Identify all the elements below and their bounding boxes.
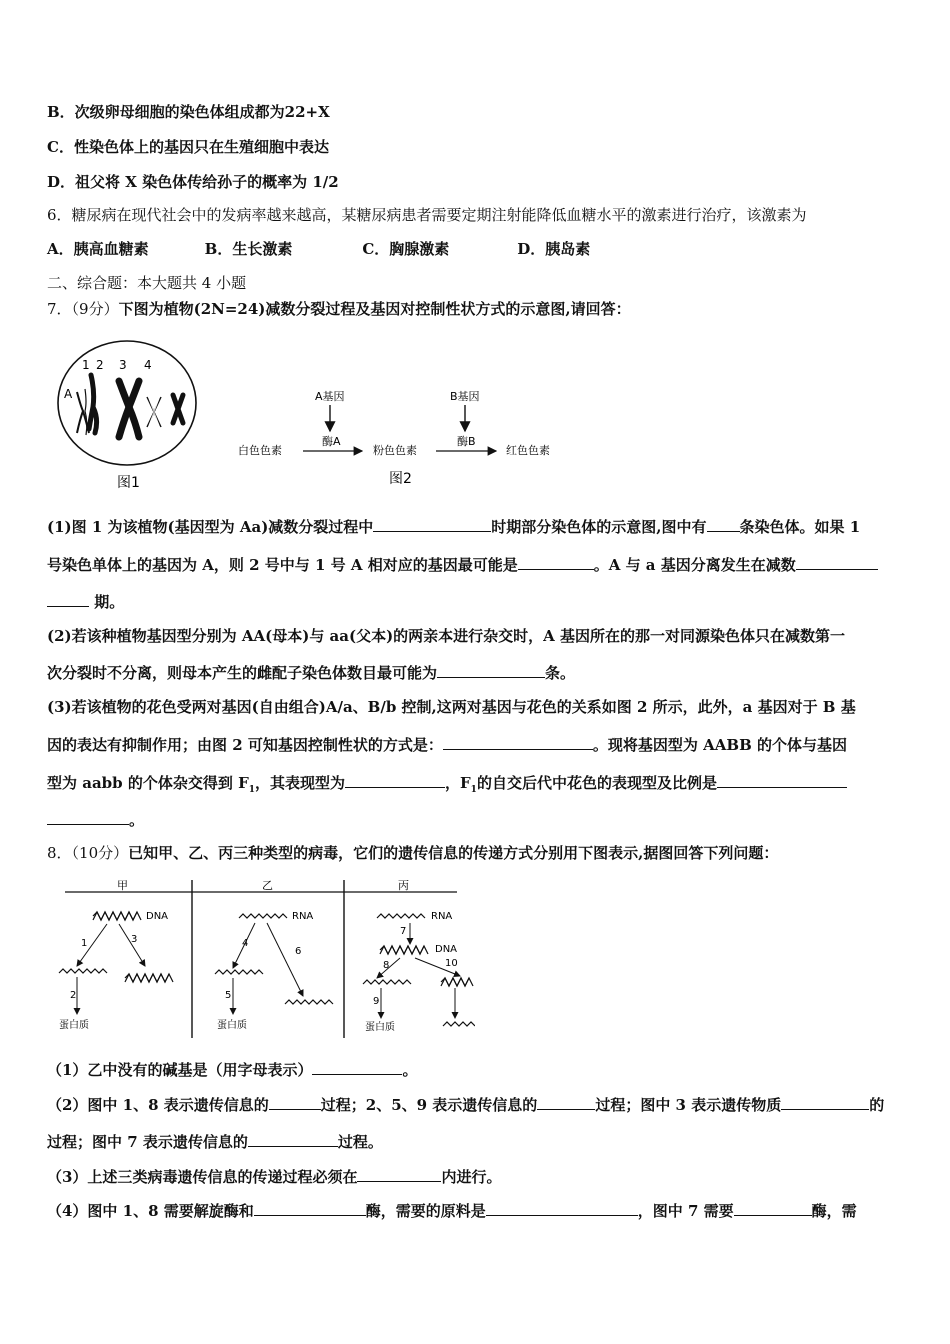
q7-part3-line4 bbox=[47, 809, 144, 830]
q7-p1-text-a: (1)图 1 为该植物(基因型为 Aa)减数分裂过程中 bbox=[47, 518, 374, 536]
q8-s2-text-d: 的 bbox=[869, 1096, 885, 1114]
q7-stem-text: 下图为植物(2N=24)减数分裂过程及基因对控制性状方式的示意图,请回答： bbox=[118, 300, 631, 318]
blank-4[interactable] bbox=[796, 554, 878, 570]
section-title: 二、综合题：本大题共 4 小题 bbox=[47, 274, 247, 292]
blank-9[interactable] bbox=[312, 1059, 402, 1075]
blank-13[interactable] bbox=[248, 1131, 338, 1147]
q7-p1-text-b: 时期部分染色体的示意图,图中有 bbox=[491, 518, 707, 536]
jia-dna-strand-2 bbox=[93, 912, 137, 920]
fig2-enzyme-b: 酶B bbox=[457, 435, 476, 448]
yi-rna-strand bbox=[239, 914, 287, 918]
yi-protein: 蛋白质 bbox=[217, 1020, 247, 1031]
bing-num-8: 8 bbox=[383, 960, 390, 971]
q8-s4-text-d: 酶，需 bbox=[811, 1202, 857, 1220]
q7-p3-text-e: ，其表现型为 bbox=[255, 774, 346, 792]
q8-stem bbox=[47, 843, 778, 863]
q8-part1 bbox=[47, 1059, 417, 1080]
blank-12[interactable] bbox=[781, 1094, 869, 1110]
q7-part1-line1 bbox=[47, 516, 860, 537]
q7-p2-text-c: 条。 bbox=[545, 664, 576, 682]
col-jia: 甲 bbox=[117, 879, 128, 892]
blank-7[interactable] bbox=[345, 772, 445, 788]
q7-number: 7．（9分） bbox=[47, 300, 119, 318]
q8-s3-text-a: （3）上述三类病毒遗传信息的传递过程必须在 bbox=[47, 1168, 358, 1186]
q7-part2-line2 bbox=[47, 662, 575, 683]
q7-p1-text-d: 号染色单体上的基因为 A，则 2 号中与 1 号 A 相对应的基因最可能是 bbox=[47, 556, 518, 574]
fig2-gene-a: A基因 bbox=[315, 390, 345, 403]
q8-s3-text-b: 内进行。 bbox=[441, 1168, 502, 1186]
q7-p3-text-d: 型为 aabb 的个体杂交得到 F bbox=[47, 774, 249, 792]
q8-part2-line1 bbox=[47, 1094, 884, 1115]
q7-p1-text-f: 期。 bbox=[89, 593, 125, 611]
bing-protein: 蛋白质 bbox=[365, 1022, 395, 1033]
q7-p1-text-e: 。A 与 a 基因分离发生在减数 bbox=[593, 556, 796, 574]
q8-s4-text-b: 酶，需要的原料是 bbox=[365, 1202, 486, 1220]
yi-arrow-6 bbox=[267, 923, 303, 996]
q6-option-b: B．生长激素 bbox=[204, 240, 293, 258]
blank-8-cont[interactable] bbox=[47, 809, 129, 825]
blank-16[interactable] bbox=[486, 1200, 638, 1216]
chromosome-pair-4 bbox=[147, 395, 183, 427]
q8-s4-text-c: ，图中 7 需要 bbox=[637, 1202, 734, 1220]
q8-s4-text-a: （4）图中 1、8 需要解旋酶和 bbox=[47, 1202, 254, 1220]
q6-options bbox=[47, 239, 638, 259]
jia-num-1: 1 bbox=[81, 938, 88, 949]
q7-stem bbox=[47, 299, 631, 319]
q8-s1-text-b: 。 bbox=[402, 1061, 418, 1079]
bing-num-10: 10 bbox=[445, 958, 458, 969]
blank-17[interactable] bbox=[734, 1200, 812, 1216]
fig1-num-2: 2 bbox=[96, 358, 104, 372]
col-bing: 丙 bbox=[398, 879, 409, 892]
fig1-label-a: A bbox=[64, 387, 73, 401]
q7-p3-text-b: 因的表达有抑制作用；由图 2 可知基因控制性状的方式是： bbox=[47, 736, 443, 754]
q8-s1-text-a: （1）乙中没有的碱基是（用字母表示） bbox=[47, 1061, 313, 1079]
jia-dna-label: DNA bbox=[146, 911, 169, 922]
q7-part1-line3 bbox=[47, 591, 124, 612]
q7-p1-text-c: 条染色体。如果 1 bbox=[739, 518, 861, 536]
bing-rna-strand bbox=[377, 914, 425, 918]
q8-s2-text-b: 过程；2、5、9 表示遗传信息的 bbox=[320, 1096, 538, 1114]
q6-option-d: D．胰岛素 bbox=[517, 240, 591, 258]
q5-option-b: B．次级卵母细胞的染色体组成都为22+X bbox=[47, 103, 330, 121]
fig1-num-1: 1 bbox=[82, 358, 90, 372]
q8-s2-text-c: 过程；图中 3 表示遗传物质 bbox=[595, 1096, 782, 1114]
q8-part2-line2 bbox=[47, 1131, 383, 1152]
q8-s2-text-a: （2）图中 1、8 表示遗传信息的 bbox=[47, 1096, 269, 1114]
bing-num-7: 7 bbox=[400, 926, 407, 937]
q7-p3-text-g: 的自交后代中花色的表现型及比例是 bbox=[476, 774, 717, 792]
blank-2[interactable] bbox=[707, 516, 740, 532]
q7-part3-line2 bbox=[47, 734, 847, 755]
blank-4-cont[interactable] bbox=[47, 591, 89, 607]
yi-num-4: 4 bbox=[242, 938, 249, 949]
blank-3[interactable] bbox=[518, 554, 594, 570]
jia-mrna bbox=[59, 969, 107, 973]
yi-num-6: 6 bbox=[295, 946, 302, 957]
blank-14[interactable] bbox=[357, 1166, 441, 1182]
q8-stem-text: 已知甲、乙、丙三种类型的病毒，它们的遗传信息的传递方式分别用下图表示,据图回答下列问题： bbox=[128, 844, 779, 862]
q8-s2-text-f: 过程。 bbox=[337, 1133, 383, 1151]
q8-figure bbox=[55, 878, 475, 1038]
fig1-num-3: 3 bbox=[119, 358, 127, 372]
blank-6[interactable] bbox=[443, 734, 593, 750]
q7-p3-text-c: 。现将基因型为 AABB 的个体与基因 bbox=[592, 736, 847, 754]
bing-rna-label: RNA bbox=[431, 911, 453, 922]
chromosome-3 bbox=[119, 381, 139, 437]
q8-s2-text-e: 过程；图中 7 表示遗传信息的 bbox=[47, 1133, 248, 1151]
q7-part3-line1: (3)若该植物的花色受两对基因(自由组合)A/a、B/b 控制,这两对基因与花色的关系如图 2 所示，此外，a 基因对于 B 基 bbox=[47, 698, 856, 716]
fig1-num-4: 4 bbox=[144, 358, 152, 372]
q8-part3 bbox=[47, 1166, 501, 1187]
q7-part3-line3 bbox=[47, 772, 847, 800]
fig2-red-pigment: 红色色素 bbox=[506, 444, 550, 457]
fig2-pink-pigment: 粉色色素 bbox=[373, 444, 417, 457]
yi-rna-label: RNA bbox=[292, 911, 314, 922]
bing-dna-label: DNA bbox=[435, 944, 458, 955]
fig2-gene-b: B基因 bbox=[450, 390, 480, 403]
q7-figure1 bbox=[55, 337, 205, 492]
bing-mrna bbox=[363, 980, 411, 984]
q7-part1-line2 bbox=[47, 554, 878, 575]
jia-num-2: 2 bbox=[70, 990, 77, 1001]
jia-dna-copy-2 bbox=[125, 974, 169, 982]
q6-option-a: A．胰高血糖素 bbox=[47, 240, 149, 258]
blank-11[interactable] bbox=[537, 1094, 595, 1110]
yi-mrna bbox=[215, 970, 263, 974]
bing-dna-strand-2 bbox=[380, 946, 424, 954]
q5-option-c: C．性染色体上的基因只在生殖细胞中表达 bbox=[47, 138, 329, 156]
bing-rna-copy bbox=[443, 1022, 475, 1026]
jia-num-3: 3 bbox=[131, 934, 138, 945]
q7-figure2 bbox=[230, 385, 580, 495]
blank-8[interactable] bbox=[717, 772, 847, 788]
fig2-caption: 图2 bbox=[389, 471, 412, 487]
blank-15[interactable] bbox=[254, 1200, 366, 1216]
bing-num-9: 9 bbox=[373, 996, 380, 1007]
q8-number: 8．（10分） bbox=[47, 844, 129, 862]
blank-1[interactable] bbox=[373, 516, 491, 532]
col-yi: 乙 bbox=[262, 879, 273, 892]
subscript-1b: 1 bbox=[470, 785, 477, 795]
blank-5[interactable] bbox=[437, 662, 545, 678]
chromosome-pair-1 bbox=[77, 375, 97, 435]
q5-option-d: D．祖父将 X 染色体传给孙子的概率为 1/2 bbox=[47, 173, 339, 191]
subscript-1: 1 bbox=[248, 785, 255, 795]
fig1-caption: 图1 bbox=[117, 475, 140, 491]
bing-dna-copy-2 bbox=[441, 978, 469, 986]
q6-stem: 6．糖尿病在现代社会中的发病率越来越高，某糖尿病患者需要定期注射能降低血糖水平的激素进行治疗，该激素为 bbox=[47, 206, 807, 224]
q6-option-c: C．胸腺激素 bbox=[362, 240, 450, 258]
jia-protein: 蛋白质 bbox=[59, 1020, 89, 1031]
blank-10[interactable] bbox=[269, 1094, 321, 1110]
q7-p3-text-f: ，F bbox=[445, 774, 471, 792]
fig2-white-pigment: 白色色素 bbox=[238, 444, 282, 457]
yi-rna-copy bbox=[285, 1000, 333, 1004]
q7-part2-line1: (2)若该种植物基因型分别为 AA(母本)与 aa(父本)的两亲本进行杂交时，A 基因所在的那一对同源染色体只在减数第一 bbox=[47, 627, 846, 645]
q7-p3-text-h: 。 bbox=[129, 811, 145, 829]
q8-part4 bbox=[47, 1200, 857, 1221]
q7-p2-text-b: 次分裂时不分离，则母本产生的雌配子染色体数目最可能为 bbox=[47, 664, 438, 682]
yi-num-5: 5 bbox=[225, 990, 232, 1001]
jia-arrow-3 bbox=[119, 924, 145, 966]
fig2-enzyme-a: 酶A bbox=[322, 435, 341, 448]
